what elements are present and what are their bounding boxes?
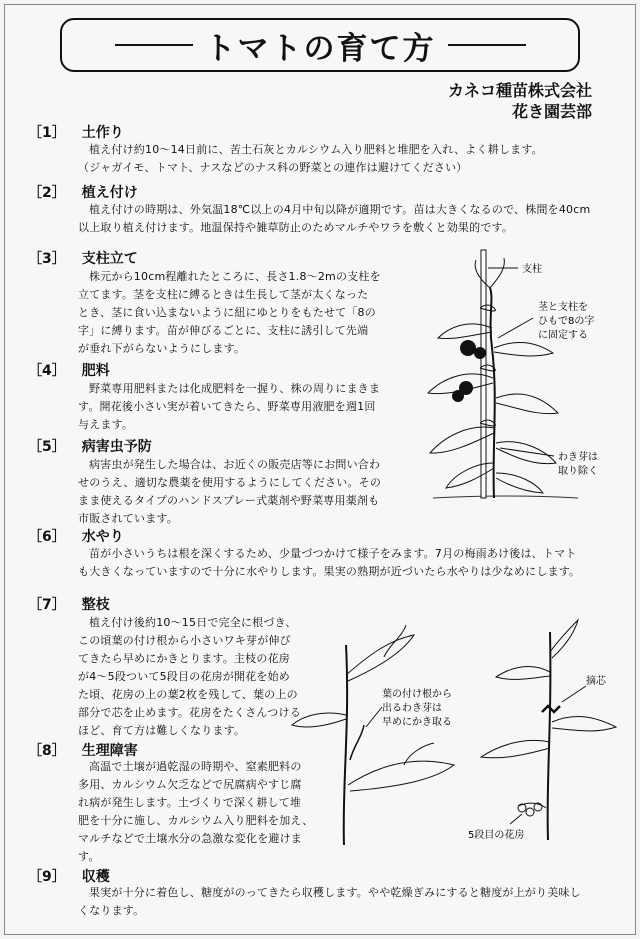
leader-line xyxy=(366,707,382,727)
text-line: 植え付け約10～14日前に、苦土石灰とカルシウム入り肥料と堆肥を入れ、よく耕します。 xyxy=(89,143,543,156)
text-line: 立てます。茎を支柱に縛るときは生長して茎が太くなった xyxy=(78,288,369,301)
title-banner xyxy=(60,18,580,72)
section-number: ［2］ xyxy=(28,185,66,201)
section-3-body xyxy=(78,268,408,358)
sucker-note-line: 葉の付け根から xyxy=(382,689,452,700)
section-5-body xyxy=(78,456,408,528)
section-1-heading xyxy=(28,122,124,142)
text-line: 果実が十分に着色し、糖度がのってきたら収穫します。やや乾燥ぎみにすると糖度が上がり美味し xyxy=(89,886,581,899)
section-8-body xyxy=(78,758,318,866)
sucker-label-line: 取り除く xyxy=(558,466,598,477)
text-line: （ジャガイモ、トマト、ナスなどのナス科の野菜との連作は避けてください） xyxy=(78,161,468,174)
section-number: ［5］ xyxy=(28,439,66,455)
section-4-body xyxy=(78,380,408,434)
section-title: 植え付け xyxy=(81,185,138,201)
section-number: ［4］ xyxy=(28,363,66,379)
sucker-shoot xyxy=(350,725,364,760)
text-line: 野菜専用肥料または化成肥料を一握り、株の周りにまきま xyxy=(89,382,381,395)
tie-label-line: ひもで8の字 xyxy=(538,316,595,327)
section-3-heading xyxy=(28,248,138,268)
section-title: 生理障害 xyxy=(81,743,138,759)
section-number: ［6］ xyxy=(28,529,66,545)
company-name: カネコ種苗株式会社 xyxy=(447,81,592,100)
section-4-heading xyxy=(28,360,110,380)
sucker-label-line: わき芽は xyxy=(558,452,598,463)
post-label: 支柱 xyxy=(522,264,542,275)
section-7-body xyxy=(78,614,318,740)
section-1-body xyxy=(78,141,598,177)
pinch-mark xyxy=(542,706,560,712)
sucker-removal-illustration xyxy=(284,615,464,845)
text-line: 植え付けの時期は、外気温18℃以上の4月中旬以降が適期です。苗は大きくなるので、株間を40cm xyxy=(89,203,591,216)
pinch-label: 摘芯 xyxy=(586,676,606,687)
section-7-heading xyxy=(28,594,110,614)
text-line: せのうえ、適切な農薬を使用するようにしてください。その xyxy=(78,476,382,489)
text-line: まま使えるタイプのハンドスプレー式薬剤や野菜専用薬剤も xyxy=(78,494,380,507)
company-block xyxy=(448,80,592,122)
text-line: れ病が発生します。土づくりで深く耕して堆 xyxy=(78,796,302,809)
sucker-note-line: 出るわき芽は xyxy=(382,703,442,714)
text-line: てきたら早めにかきとります。主枝の花房 xyxy=(78,652,290,665)
text-line: くなります。 xyxy=(78,904,145,917)
support-post xyxy=(481,250,486,498)
text-line: 多用、カルシウム欠乏などで尻腐病やすじ腐 xyxy=(78,778,302,791)
text-line: 植え付け後約10～15日で完全に根づき、 xyxy=(89,616,297,629)
section-8-heading xyxy=(28,740,138,760)
tie-label-line: 茎と支柱を xyxy=(538,302,588,313)
section-9-body xyxy=(78,884,618,920)
page-title: トマトの育て方 xyxy=(204,30,436,67)
section-number: ［7］ xyxy=(28,597,66,613)
leader-line xyxy=(562,686,586,702)
company-division: 花き園芸部 xyxy=(511,102,592,121)
text-line: 以上取り植え付けます。地温保持や雑草防止のためマルチやワラを敷くと効果的です。 xyxy=(78,221,514,234)
section-6-body xyxy=(78,545,618,581)
text-line: 苗が小さいうちは根を深くするため、少量づつかけて様子をみます。7月の梅雨あけ後は、トマト xyxy=(89,547,577,560)
text-line: 与えます。 xyxy=(78,418,134,431)
section-number: ［9］ xyxy=(28,869,66,885)
section-title: 水やり xyxy=(81,529,124,545)
text-line: 部分で芯を止めます。花房をたくさんつける xyxy=(78,706,301,719)
stem xyxy=(548,632,551,840)
section-number: ［8］ xyxy=(28,743,66,759)
text-line: 病害虫が発生した場合は、お近くの販売店等にお問い合わ xyxy=(89,458,381,471)
leader-line xyxy=(510,814,522,824)
topping-illustration xyxy=(466,612,626,844)
title-rule-right xyxy=(448,44,526,46)
text-line: 株元から10cm程離れたところに、長さ1.8～2mの支柱を xyxy=(89,270,381,283)
text-line: も大きくなっていますので十分に水やりします。果実の熟期が近づいたら水やりは少なめにします。 xyxy=(78,565,581,578)
text-line: が4～5段ついて5段目の花房が開花を始め xyxy=(78,670,290,683)
section-2-heading xyxy=(28,182,138,202)
tie-label-line: に固定する xyxy=(538,330,588,341)
section-title: 収穫 xyxy=(81,869,110,885)
text-line: た頃、花房の上の葉2枚を残して、葉の上の xyxy=(78,688,298,701)
ground xyxy=(433,496,578,498)
section-title: 支柱立て xyxy=(81,251,138,267)
section-title: 病害虫予防 xyxy=(81,439,152,455)
text-line: ほど、育て方は難しくなります。 xyxy=(78,724,246,737)
flower-cluster xyxy=(518,803,546,816)
section-5-heading xyxy=(28,436,152,456)
title-rule-left xyxy=(115,44,193,46)
section-6-heading xyxy=(28,526,124,546)
main-stem xyxy=(490,288,495,498)
text-line: マルチなどで土壌水分の急激な変化を避けま xyxy=(78,832,302,845)
section-title: 整枝 xyxy=(81,597,110,613)
text-line: 高温で土壌が過乾湿の時期や、窒素肥料の xyxy=(89,760,302,773)
sucker-note-line: 早めにかき取る xyxy=(382,717,452,728)
leader-lines xyxy=(488,268,554,456)
cluster-label: 5段目の花房 xyxy=(468,830,525,841)
text-line: 肥を十分に施し、カルシウム入り肥料を加え、 xyxy=(78,814,314,827)
section-number: ［1］ xyxy=(28,125,66,141)
text-line: が垂れ下がらないようにします。 xyxy=(78,342,246,355)
text-line: 字」に縛ります。苗が伸びるごとに、支柱に誘引して先端 xyxy=(78,324,369,337)
text-line: 市販されています。 xyxy=(78,512,178,525)
text-line: す。 xyxy=(78,850,100,863)
section-number: ［3］ xyxy=(28,251,66,267)
text-line: す。開花後小さい実が着いてきたら、野菜専用液肥を週1回 xyxy=(78,400,376,413)
section-2-body xyxy=(78,201,618,237)
staked-tomato-illustration xyxy=(418,248,628,506)
text-line: この頃葉の付け根から小さいワキ芽が伸び xyxy=(78,634,291,647)
text-line: とき、茎に食い込まないように紐にゆとりをもたせて「8の xyxy=(78,306,376,319)
section-9-heading xyxy=(28,866,110,886)
section-title: 肥料 xyxy=(81,363,110,379)
section-title: 土作り xyxy=(81,125,124,141)
